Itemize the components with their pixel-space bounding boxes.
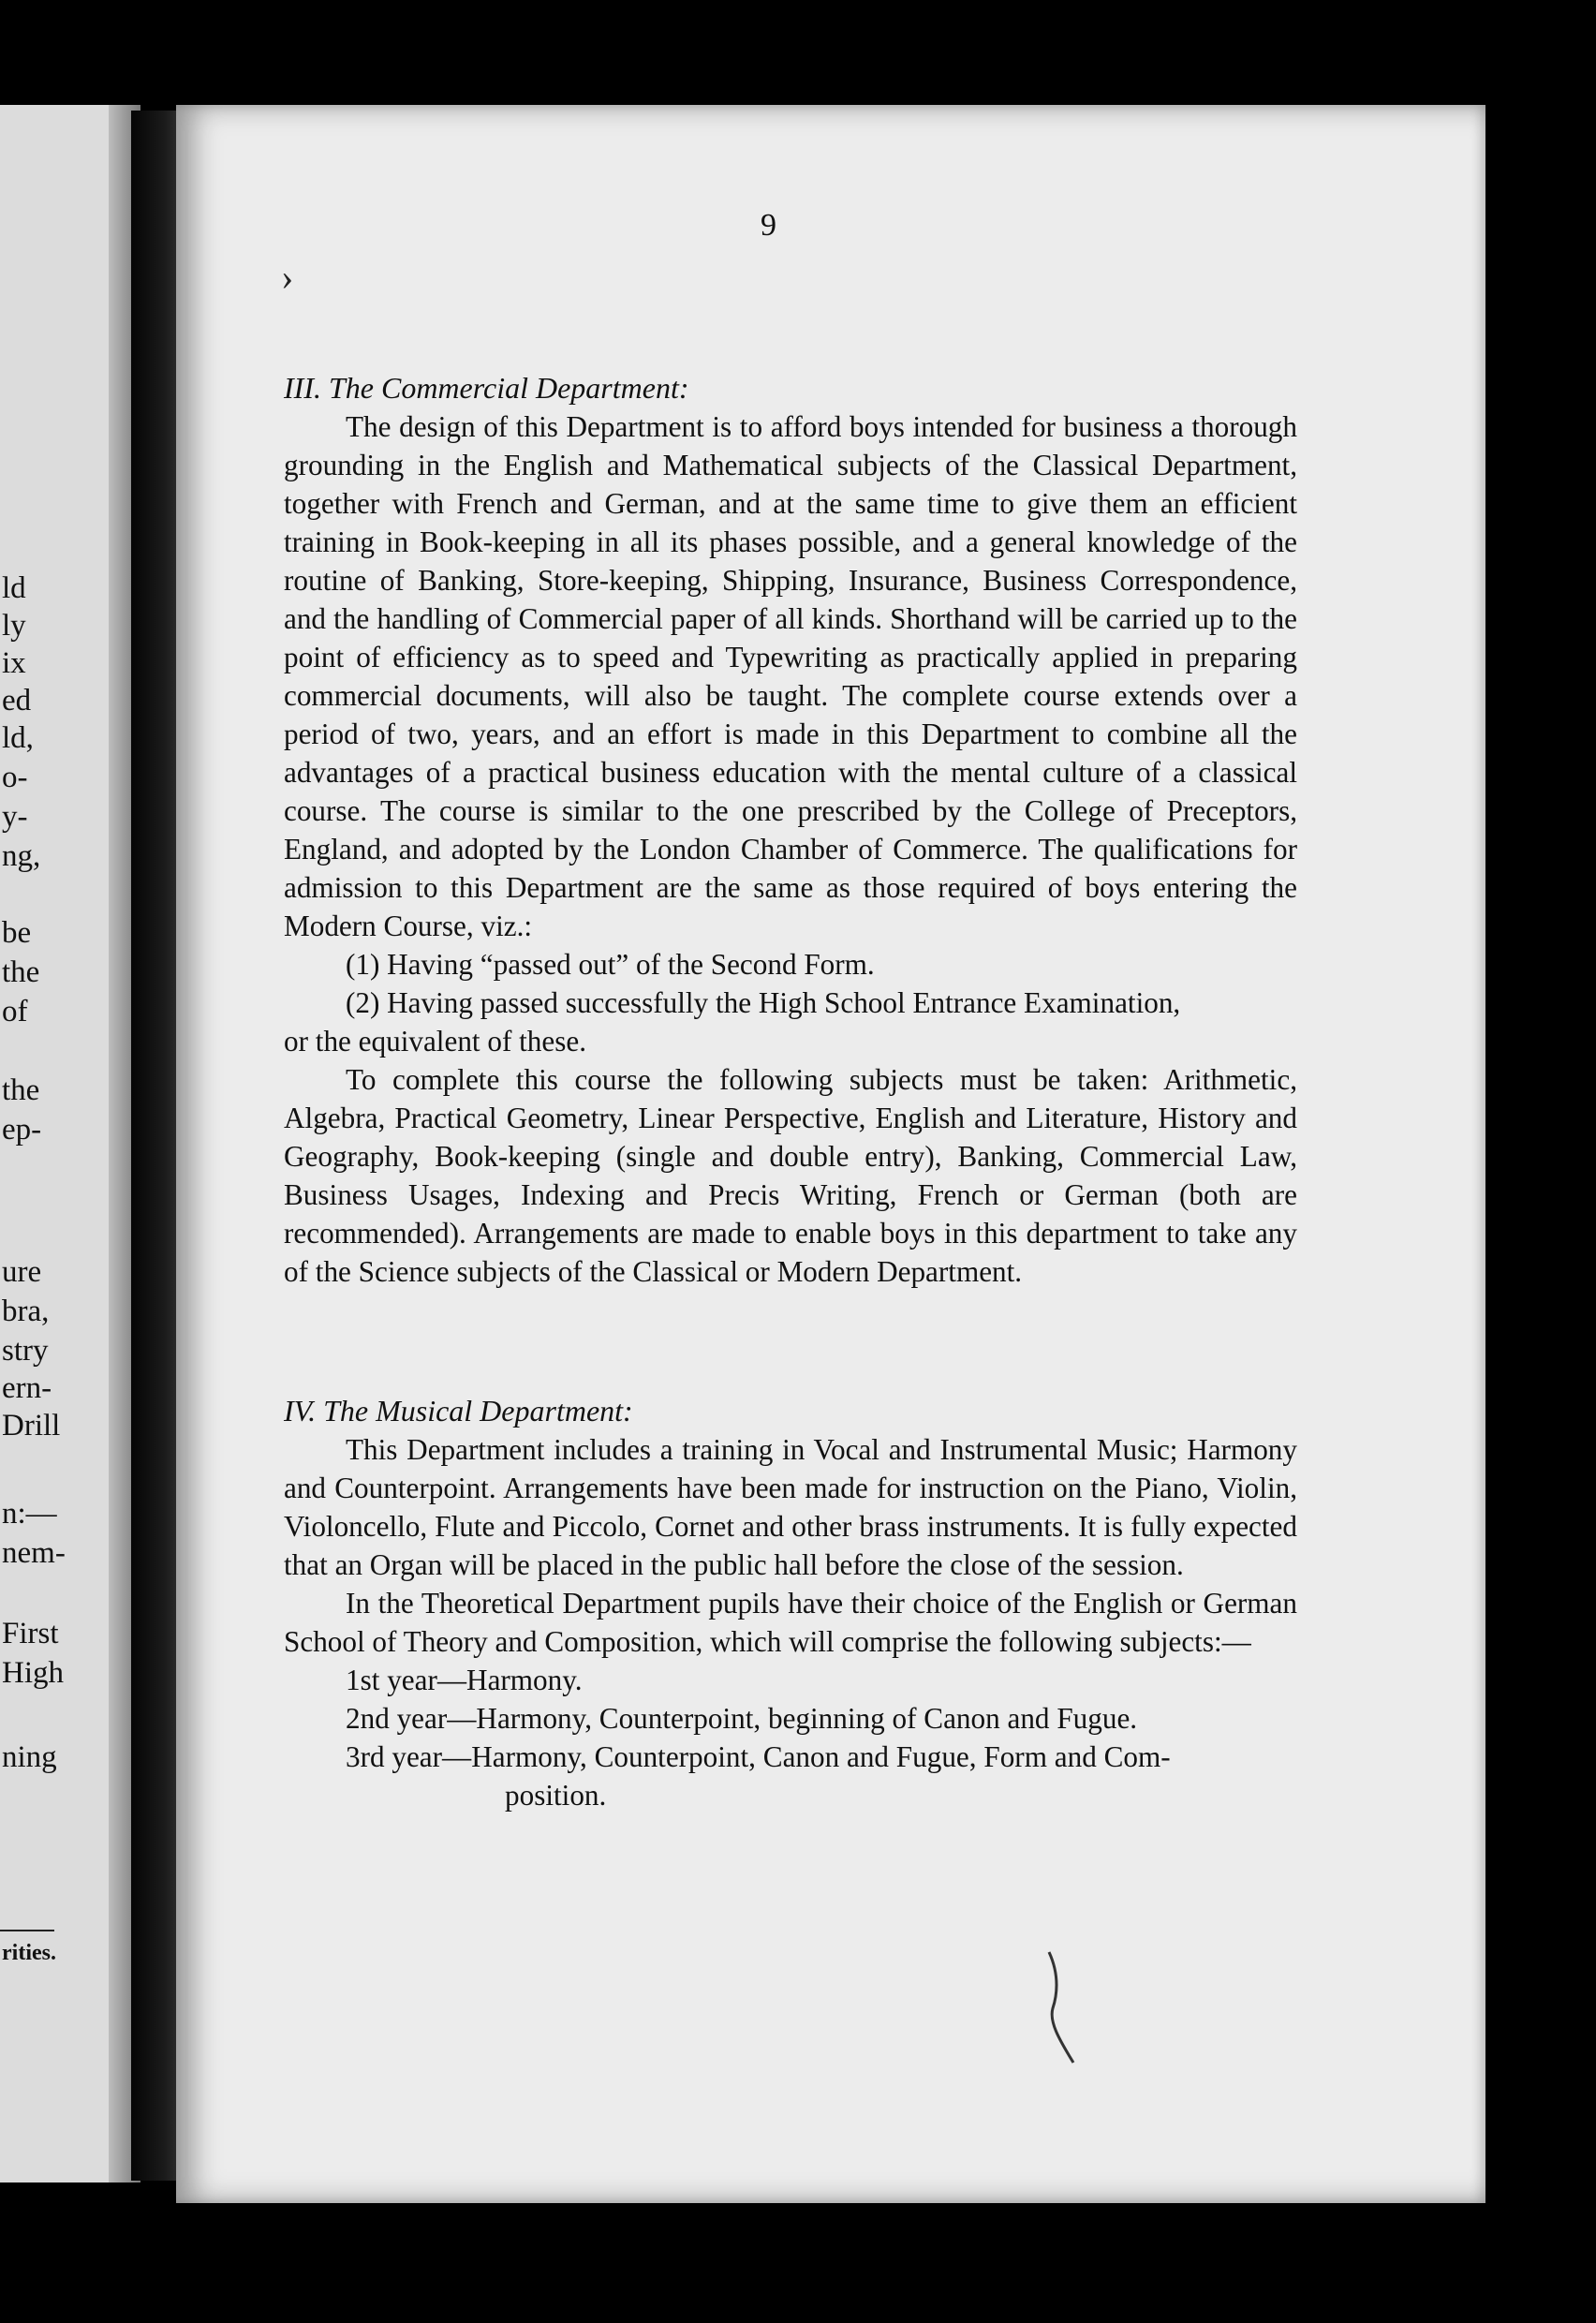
margin-fragment: bra,	[2, 1295, 50, 1328]
pencil-mark	[1040, 1948, 1096, 2070]
year-list-item: 1st year—Harmony.	[346, 1664, 583, 1696]
margin-fragment: the	[2, 1073, 40, 1107]
margin-fragment: y-	[2, 800, 28, 834]
paragraph: In the Theoretical Department pupils have their choice of the English or German School of Theory and Composition, which will comprise the following subjects:—	[284, 1587, 1297, 1658]
section-heading: III. The Commercial Department:	[284, 371, 689, 405]
margin-fragment: o-	[2, 761, 28, 794]
section-heading: IV. The Musical Department:	[284, 1394, 633, 1428]
margin-fragment: ld	[2, 571, 26, 605]
margin-fragment: be	[2, 916, 32, 950]
list-item: (2) Having passed successfully the High School Entrance Examination,	[346, 986, 1181, 1019]
margin-fragment: ning	[2, 1740, 57, 1774]
margin-fragment: the	[2, 955, 40, 989]
margin-fragment: n:—	[2, 1497, 57, 1531]
stray-mark: ›	[281, 256, 294, 298]
list-item-continuation: or the equivalent of these.	[284, 1025, 587, 1058]
margin-fragment: ern-	[2, 1371, 52, 1405]
paragraph: This Department includes a training in Vocal and Instrumental Music; Harmony and Counterpoint. Arrangements have been made for instruction on the Piano, Violin, Violoncello, Flute and Piccolo, Cornet and other brass instruments. It is fully expected that an Organ will be placed in the public hall before the close of the session.	[284, 1433, 1297, 1581]
list-item: (1) Having “passed out” of the Second Form.	[346, 948, 875, 981]
margin-fragment: First	[2, 1617, 59, 1650]
margin-fragment: nem-	[2, 1536, 66, 1570]
margin-fragment: Drill	[2, 1409, 61, 1443]
margin-fragment: High	[2, 1656, 64, 1690]
margin-fragment: ure	[2, 1255, 42, 1289]
paragraph: To complete this course the following subjects must be taken: Arithmetic, Algebra, Practical Geometry, Linear Perspective, English and Literature, History and Geography, Book-keeping (single and double entry), Banking, Commercial Law, Business Usages, Indexing and Precis Writing, French or German (both are recommended). Arrangements are made to enable boys in this department to take any of the Science subjects of the Classical or Modern Department.	[284, 1063, 1297, 1288]
margin-fragment: of	[2, 995, 28, 1028]
facing-page	[0, 105, 140, 2182]
year-list-item: 3rd year—Harmony, Counterpoint, Canon and Fugue, Form and Com-	[346, 1740, 1171, 1773]
margin-fragment: ly	[2, 609, 26, 643]
section-commercial	[284, 369, 1297, 1291]
margin-fragment: stry	[2, 1334, 49, 1368]
margin-fragment: rities.	[2, 1941, 56, 1965]
section-musical	[284, 1392, 1297, 1814]
margin-fragment: ng,	[2, 839, 41, 873]
page-number: 9	[761, 208, 776, 243]
margin-fragment: ed	[2, 684, 32, 718]
year-list-item-continuation: position.	[505, 1779, 607, 1812]
year-list-item: 2nd year—Harmony, Counterpoint, beginning of Canon and Fugue.	[346, 1702, 1138, 1735]
paragraph: The design of this Department is to afford boys intended for business a thorough grounding in the English and Mathematical subjects of the Classical Department, together with French and German, and at the same time to give them an efficient training in Book-keeping in all its phases possible, and a general knowledge of the routine of Banking, Store-keeping, Shipping, Insurance, Business Correspondence, and the handling of Commercial paper of all kinds. Shorthand will be carried up to the point of efficiency as to speed and Typewriting as practically applied in preparing commercial documents, will also be taught. The complete course extends over a period of two, years, and an effort is made in this Department to combine all the advantages of a practical business education with the mental culture of a classical course. The course is similar to the one prescribed by the College of Preceptors, England, and adopted by the London Chamber of Commerce. The qualifications for admission to this Department are the same as those required of boys entering the Modern Course, viz.:	[284, 410, 1297, 942]
margin-fragment: ep-	[2, 1113, 42, 1147]
margin-fragment: ix	[2, 646, 26, 680]
footnote-rule	[0, 1930, 54, 1931]
margin-fragment: ld,	[2, 721, 34, 755]
